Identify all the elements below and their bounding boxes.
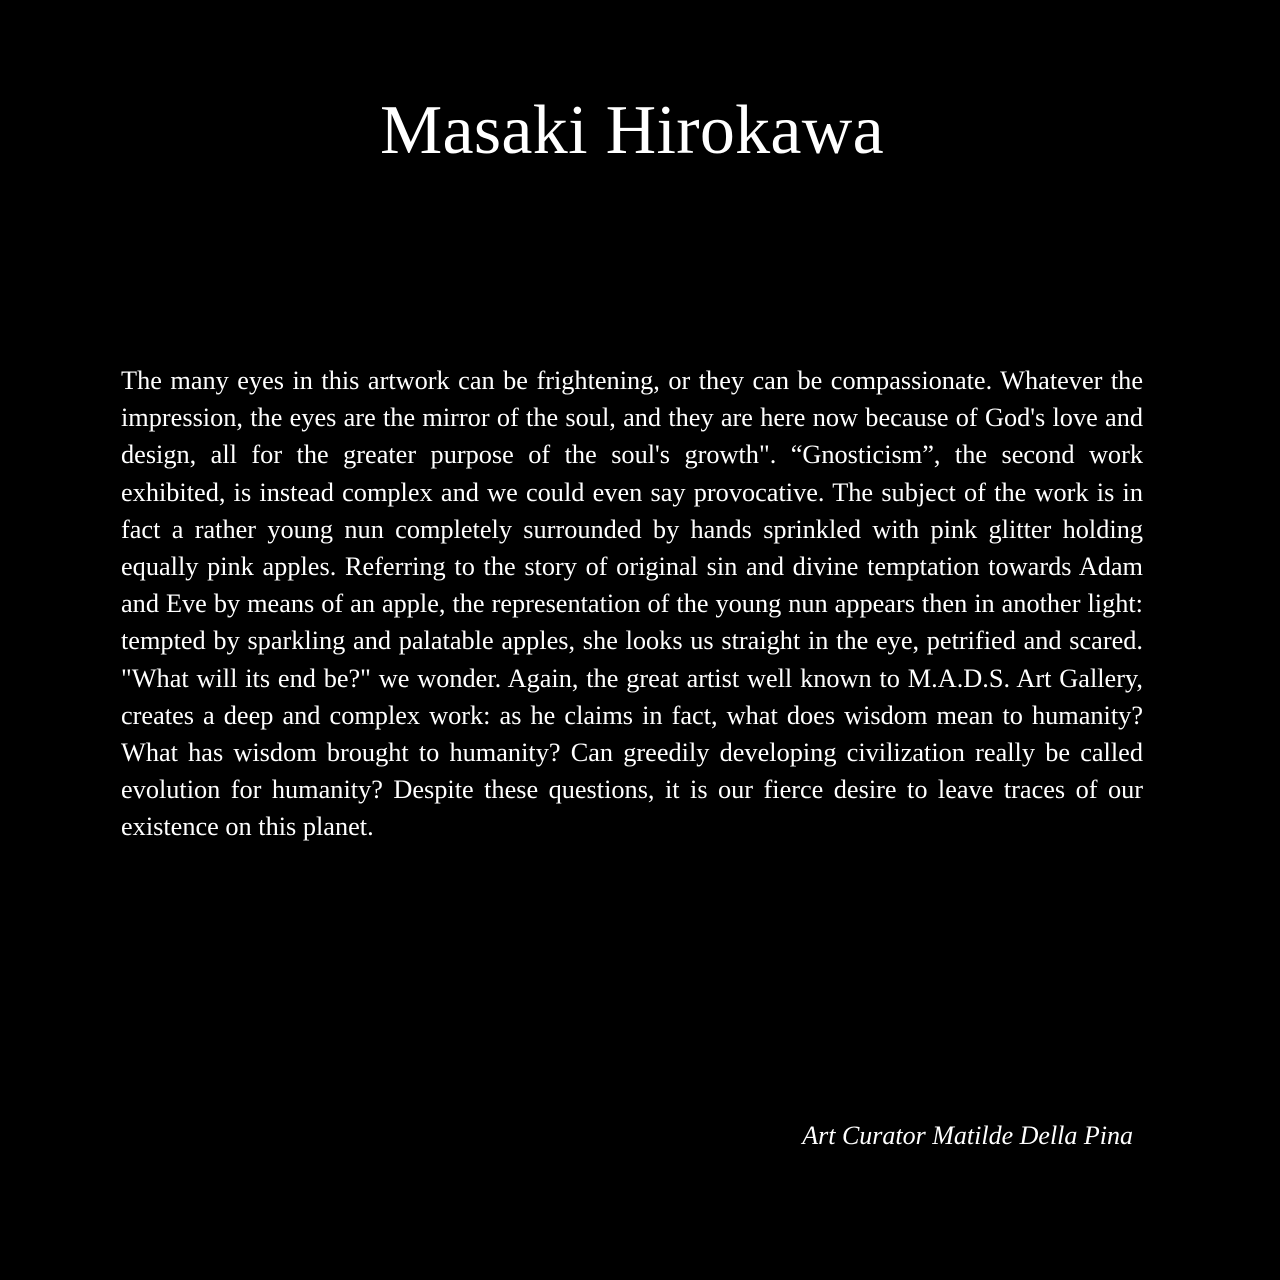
page-title: Masaki Hirokawa [379,92,885,169]
body-paragraph: The many eyes in this artwork can be frightening, or they can be compassionate. Whatever the impression, the eyes are the mirror of the soul, and they are here now because of God's love and design, all for the greater purpose of the soul's growth". “Gnosticism”, the second work exhibited, is instead complex and we could even say provocative. The subject of the work is in fact a rather young nun completely surrounded by hands sprinkled with pink glitter holding equally pink apples. Referring to the story of original sin and divine temptation towards Adam and Eve by means of an apple, the representation of the young nun appears then in another light: tempted by sparkling and palatable apples, she looks us straight in the eye, petrified and scared. "What will its end be?" we wonder. Again, the great artist well known to M.A.D.S. Art Gallery, creates a deep and complex work: as he claims in fact, what does wisdom mean to humanity? What has wisdom brought to humanity? Can greedily developing civilization really be called evolution for humanity? Despite these questions, it is our fierce desire to leave traces of our existence on this planet. [121,366,1143,842]
curator-signature: Art Curator Matilde Della Pina [802,1121,1133,1150]
